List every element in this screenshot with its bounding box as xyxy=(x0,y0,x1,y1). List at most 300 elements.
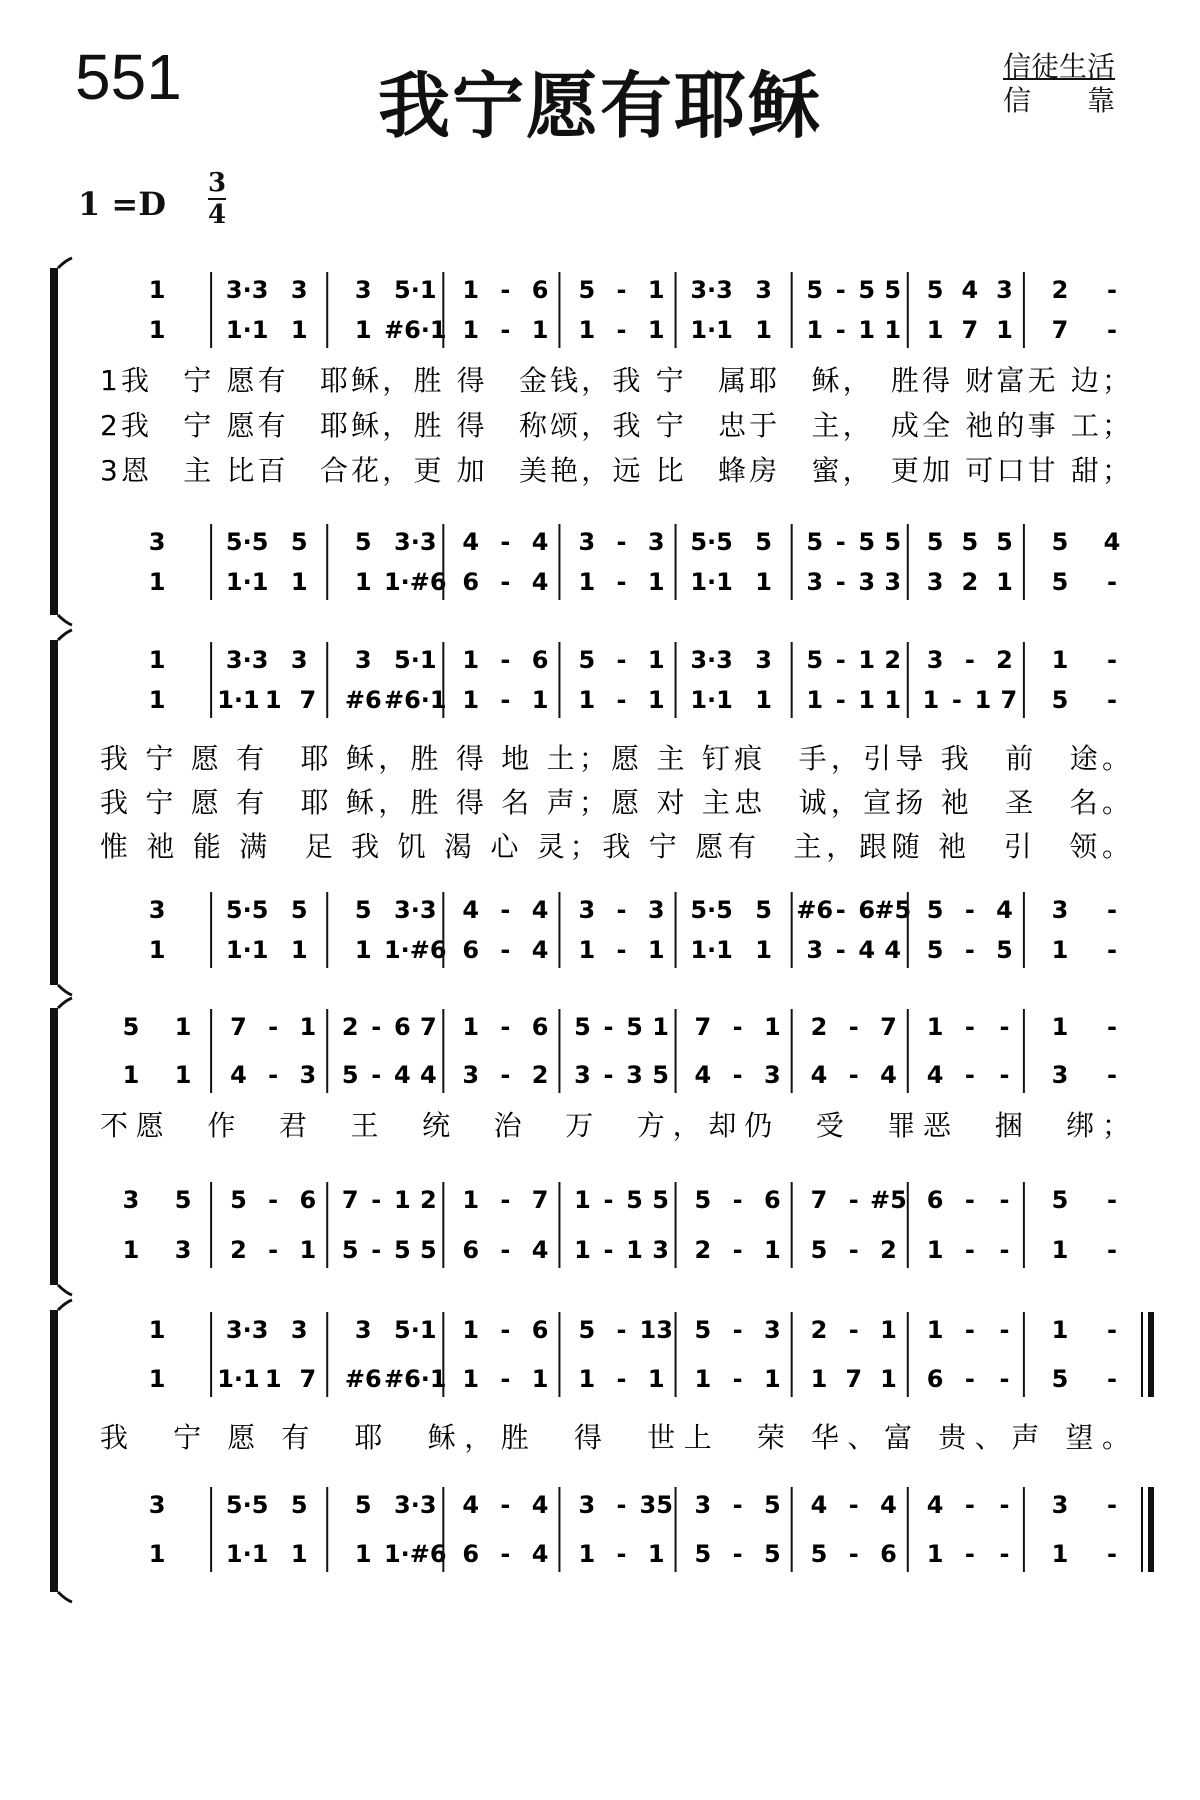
note: 6 xyxy=(462,568,480,596)
note: 4 xyxy=(694,1061,712,1089)
note: - xyxy=(964,646,975,674)
note: 5 xyxy=(996,936,1013,964)
note: 1 xyxy=(647,646,665,674)
note: 1·1 xyxy=(225,936,269,964)
note: - xyxy=(500,1365,511,1393)
note: 1 xyxy=(174,1061,192,1089)
note: 5 xyxy=(961,528,979,556)
note: 3 xyxy=(574,1061,591,1089)
note: 3 xyxy=(578,1491,596,1519)
note: 1 xyxy=(531,686,549,714)
note: - xyxy=(964,936,975,964)
note: - xyxy=(500,528,511,556)
note: 4 xyxy=(531,896,549,924)
note: 2 xyxy=(810,1013,828,1041)
note: 1 xyxy=(462,276,480,304)
note: - xyxy=(1106,646,1117,674)
note: 2 xyxy=(694,1236,712,1264)
note: 1 xyxy=(578,686,596,714)
note: 1 xyxy=(174,1013,192,1041)
note: 5·1 xyxy=(394,646,437,674)
lyric-line: 我 宁 愿 有 耶 稣，胜 得 名 声；愿 对 主忠 诚，宣扬 祂 圣 名。 xyxy=(100,786,1130,819)
time-bottom: 4 xyxy=(208,200,227,230)
note: 4 xyxy=(531,528,549,556)
note: 4 xyxy=(462,896,480,924)
note: 4 xyxy=(1103,528,1121,556)
note: 3 xyxy=(148,1491,166,1519)
note: 1 xyxy=(974,686,992,714)
note: 1·#6 xyxy=(383,1540,447,1568)
note: 1·1 xyxy=(225,568,269,596)
note: - xyxy=(835,316,846,344)
note: - xyxy=(603,1061,614,1089)
note: 1 xyxy=(763,1365,781,1393)
note: 5 xyxy=(858,528,876,556)
note: 1 xyxy=(922,686,940,714)
note: 6 xyxy=(531,1013,549,1041)
note: #5 xyxy=(874,896,912,924)
note: 1 xyxy=(462,1186,480,1214)
note: 5 xyxy=(996,528,1013,556)
note: 3 xyxy=(148,896,166,924)
note: 3 xyxy=(174,1236,192,1264)
note: 5 xyxy=(763,1491,781,1519)
note: - xyxy=(732,1236,743,1264)
note: 5 xyxy=(806,646,824,674)
bracket-hook-bottom xyxy=(58,1592,72,1602)
bracket-hook-bottom xyxy=(58,985,72,995)
note: - xyxy=(500,276,511,304)
note: 1·#6 xyxy=(383,568,447,596)
note: 3 xyxy=(1051,1491,1069,1519)
note: 3 xyxy=(299,1061,317,1089)
note: 1 xyxy=(574,1186,591,1214)
note: 4 xyxy=(810,1491,828,1519)
note: 1·1 xyxy=(690,316,733,344)
note: 5·5 xyxy=(225,1491,269,1519)
note: 1 xyxy=(884,686,902,714)
note: 6 xyxy=(462,1540,480,1568)
note: 3 xyxy=(290,1316,308,1344)
note: 5 xyxy=(926,528,944,556)
note: - xyxy=(835,528,846,556)
note: 5 xyxy=(393,1236,411,1264)
note: - xyxy=(500,936,511,964)
note: 5 xyxy=(341,1061,359,1089)
note: 5 xyxy=(174,1186,192,1214)
note: 1 xyxy=(148,316,166,344)
note: 5 xyxy=(806,276,824,304)
note: - xyxy=(1106,1186,1117,1214)
note: 1 xyxy=(354,316,372,344)
system-bracket xyxy=(50,1310,58,1592)
note: 5 xyxy=(354,896,372,924)
note: 2 xyxy=(419,1186,437,1214)
note: 1 xyxy=(462,1365,480,1393)
note: 1 xyxy=(299,1236,317,1264)
note: - xyxy=(268,1013,279,1041)
note: 7 xyxy=(880,1013,897,1041)
note: 1 xyxy=(122,1061,140,1089)
note: 3·3 xyxy=(690,646,733,674)
note: - xyxy=(616,1316,627,1344)
note: 3·3 xyxy=(225,646,269,674)
note: - xyxy=(616,528,627,556)
system-bracket xyxy=(50,268,58,615)
note: - xyxy=(500,1491,511,1519)
note: 1 xyxy=(290,936,308,964)
note: #6·1 xyxy=(383,686,447,714)
note: 1 xyxy=(926,1013,944,1041)
note: 2 xyxy=(961,568,979,596)
note: 1 xyxy=(1051,1013,1069,1041)
lyric-line: 我 宁 愿 有 耶 稣，胜 得 地 土；愿 主 钉痕 手，引导 我 前 途。 xyxy=(100,742,1130,775)
time-top: 3 xyxy=(208,168,227,198)
note: - xyxy=(964,1540,975,1568)
note: 1 xyxy=(926,316,944,344)
note: 1 xyxy=(755,686,772,714)
note: - xyxy=(732,1540,743,1568)
note: 1·1 xyxy=(690,936,733,964)
note: - xyxy=(835,568,846,596)
note: 3 xyxy=(694,1491,712,1519)
note: - xyxy=(616,276,627,304)
note: 1 xyxy=(858,686,876,714)
note: - xyxy=(999,1491,1010,1519)
note: - xyxy=(500,1540,511,1568)
note: 3 xyxy=(1051,1061,1069,1089)
note: 5 xyxy=(694,1540,712,1568)
note: 5 xyxy=(1051,1186,1069,1214)
note: 1·1 xyxy=(225,316,269,344)
note: 1 xyxy=(148,936,166,964)
note: 6 xyxy=(299,1186,317,1214)
bracket-hook-top xyxy=(58,258,72,268)
note: 1·1 xyxy=(217,686,260,714)
note: - xyxy=(999,1013,1010,1041)
note: - xyxy=(1106,1491,1117,1519)
note: - xyxy=(1106,1540,1117,1568)
note: 7 xyxy=(299,686,317,714)
note: - xyxy=(732,1061,743,1089)
note: - xyxy=(999,1236,1010,1264)
note: 6 xyxy=(531,646,549,674)
note: 3·3 xyxy=(394,896,437,924)
note: 5 xyxy=(354,1491,372,1519)
note: 1 xyxy=(578,936,596,964)
bracket-hook-bottom xyxy=(58,1285,72,1295)
note: 3 xyxy=(1051,896,1069,924)
note: 35 xyxy=(639,1491,673,1519)
note: 3 xyxy=(354,276,372,304)
note: 1 xyxy=(462,646,480,674)
note: 1 xyxy=(264,686,282,714)
note: 1 xyxy=(122,1236,140,1264)
note: 1 xyxy=(578,1365,596,1393)
note: 1 xyxy=(647,316,665,344)
note: 1 xyxy=(806,316,824,344)
note: - xyxy=(964,1186,975,1214)
note: 1 xyxy=(148,646,166,674)
note: 1 xyxy=(647,568,665,596)
note: 1 xyxy=(858,646,876,674)
note: #6·1 xyxy=(383,316,447,344)
note: 1 xyxy=(880,1316,897,1344)
note: #6 xyxy=(796,896,834,924)
note: - xyxy=(999,1365,1010,1393)
note: - xyxy=(964,1013,975,1041)
note: 5 xyxy=(926,936,944,964)
note: 1 xyxy=(462,686,480,714)
note: 1 xyxy=(578,316,596,344)
note: - xyxy=(616,1540,627,1568)
note: 7 xyxy=(694,1013,712,1041)
credit-source: 信徒生活 xyxy=(1003,50,1116,83)
note: 1 xyxy=(858,316,876,344)
lyric-line: 2我 宁 愿有 耶稣，胜 得 称颂，我 宁 忠于 主， 成全 祂的事 工； xyxy=(100,409,1130,442)
note: 1 xyxy=(148,1316,166,1344)
note: - xyxy=(1106,686,1117,714)
note: 1·#6 xyxy=(383,936,447,964)
note: 1 xyxy=(462,1013,480,1041)
note: 7 xyxy=(531,1186,549,1214)
note: - xyxy=(616,936,627,964)
note: 1 xyxy=(148,276,166,304)
note: - xyxy=(500,896,511,924)
note: - xyxy=(500,1013,511,1041)
note: 5 xyxy=(1051,1365,1069,1393)
note: - xyxy=(999,1540,1010,1568)
note: 1 xyxy=(626,1236,643,1264)
note: - xyxy=(371,1013,382,1041)
lyric-line: 1我 宁 愿有 耶稣，胜 得 金钱，我 宁 属耶 稣， 胜得 财富无 边； xyxy=(100,364,1130,397)
note: 5 xyxy=(626,1186,643,1214)
note: 1 xyxy=(880,1365,897,1393)
note: 1 xyxy=(647,686,665,714)
note: 5 xyxy=(755,528,772,556)
note: 4 xyxy=(926,1491,944,1519)
note: 1 xyxy=(810,1365,828,1393)
note: - xyxy=(500,686,511,714)
note: 3 xyxy=(290,276,308,304)
note: 5 xyxy=(694,1316,712,1344)
note: - xyxy=(964,1491,975,1519)
note: - xyxy=(616,1491,627,1519)
note: - xyxy=(616,568,627,596)
note: 3 xyxy=(806,936,824,964)
note: 1 xyxy=(755,316,772,344)
note: 3 xyxy=(647,528,665,556)
note: 7 xyxy=(810,1186,828,1214)
note: 3 xyxy=(578,896,596,924)
note: 7 xyxy=(1000,686,1018,714)
note: - xyxy=(1106,1013,1117,1041)
credit-tune: 信 靠 xyxy=(1003,84,1116,117)
note: 3 xyxy=(858,568,876,596)
note: 3 xyxy=(647,896,665,924)
note: 4 xyxy=(531,568,549,596)
note: 5 xyxy=(810,1540,828,1568)
note: 3 xyxy=(755,646,772,674)
note: 1 xyxy=(763,1013,781,1041)
note: 3 xyxy=(354,1316,372,1344)
note: - xyxy=(500,646,511,674)
note: - xyxy=(500,1316,511,1344)
note: 5 xyxy=(694,1186,712,1214)
note: 5 xyxy=(290,528,308,556)
note: 5·1 xyxy=(394,1316,437,1344)
note: - xyxy=(732,1013,743,1041)
note: - xyxy=(848,1540,859,1568)
note: 5 xyxy=(810,1236,828,1264)
note: - xyxy=(1106,568,1117,596)
bracket-hook-top xyxy=(58,1300,72,1310)
note: 1 xyxy=(926,1316,944,1344)
note: 4 xyxy=(926,1061,944,1089)
note: 3 xyxy=(926,646,944,674)
note: 1 xyxy=(647,276,665,304)
note: 5 xyxy=(578,276,596,304)
note: - xyxy=(1106,1365,1117,1393)
note: 5 xyxy=(763,1540,781,1568)
note: - xyxy=(371,1061,382,1089)
note: 1 xyxy=(354,936,372,964)
note: 5 xyxy=(354,528,372,556)
note: 1 xyxy=(1051,1316,1069,1344)
note: - xyxy=(964,1236,975,1264)
note: 3 xyxy=(148,528,166,556)
note: - xyxy=(603,1186,614,1214)
note: 1 xyxy=(1051,1540,1069,1568)
note: - xyxy=(964,1316,975,1344)
note: 5 xyxy=(806,528,824,556)
note: 6 xyxy=(531,276,549,304)
note: 3 xyxy=(122,1186,140,1214)
note: - xyxy=(964,1061,975,1089)
final-barline-thick xyxy=(1148,1312,1154,1397)
note: 1 xyxy=(578,568,596,596)
note: 5·5 xyxy=(225,528,269,556)
note: 4 xyxy=(880,1061,897,1089)
note: 3 xyxy=(763,1316,781,1344)
note: 4 xyxy=(810,1061,828,1089)
note: 3 xyxy=(462,1061,480,1089)
system-bracket xyxy=(50,1008,58,1285)
note: - xyxy=(1106,936,1117,964)
note: 4 xyxy=(393,1061,411,1089)
note: 1 xyxy=(264,1365,282,1393)
note: - xyxy=(616,896,627,924)
note: 1 xyxy=(1051,1236,1069,1264)
note: - xyxy=(732,1186,743,1214)
note: 1·1 xyxy=(217,1365,260,1393)
note: 1 xyxy=(755,568,772,596)
note: 1 xyxy=(290,316,308,344)
note: - xyxy=(835,646,846,674)
note: 6 xyxy=(926,1365,944,1393)
note: 1 xyxy=(290,568,308,596)
note: - xyxy=(500,568,511,596)
note: 6 xyxy=(393,1013,411,1041)
note: - xyxy=(848,1186,859,1214)
note: 4 xyxy=(531,1540,549,1568)
note: 4 xyxy=(230,1061,247,1089)
note: - xyxy=(603,1236,614,1264)
note: - xyxy=(1106,1236,1117,1264)
note: 1 xyxy=(647,1540,665,1568)
note: 1 xyxy=(299,1013,317,1041)
note: - xyxy=(835,896,846,924)
note: - xyxy=(999,1316,1010,1344)
note: 3 xyxy=(884,568,902,596)
note: 3 xyxy=(290,646,308,674)
note: 1 xyxy=(578,1540,596,1568)
note: - xyxy=(732,1316,743,1344)
note: - xyxy=(951,686,962,714)
note: 1 xyxy=(1051,646,1069,674)
note: 5 xyxy=(884,276,902,304)
note: - xyxy=(1106,896,1117,924)
note: 1 xyxy=(806,686,824,714)
note: 1 xyxy=(531,316,549,344)
note: 2 xyxy=(996,646,1013,674)
note: 3·3 xyxy=(225,1316,269,1344)
note: 3·3 xyxy=(690,276,733,304)
note: - xyxy=(371,1236,382,1264)
note: 5 xyxy=(122,1013,140,1041)
note: 5 xyxy=(1051,686,1069,714)
note: #6·1 xyxy=(383,1365,447,1393)
note: 6 xyxy=(858,896,876,924)
note: - xyxy=(616,646,627,674)
note: #6 xyxy=(344,686,382,714)
note: 5·5 xyxy=(690,528,733,556)
note: - xyxy=(848,1316,859,1344)
system-bracket xyxy=(50,640,58,985)
note: 1 xyxy=(647,1365,665,1393)
note: 3 xyxy=(578,528,596,556)
note: 1 xyxy=(531,1365,549,1393)
note: - xyxy=(732,1365,743,1393)
note: - xyxy=(500,1236,511,1264)
key-signature: 1 =D xyxy=(78,185,166,223)
note: 4 xyxy=(462,1491,480,1519)
note: 3 xyxy=(806,568,824,596)
note: - xyxy=(1106,276,1117,304)
note: 3 xyxy=(763,1061,781,1089)
note: 1 xyxy=(884,316,902,344)
note: 5 xyxy=(1051,568,1069,596)
note: 1 xyxy=(148,686,166,714)
note: 4 xyxy=(858,936,876,964)
note: - xyxy=(500,1061,511,1089)
note: - xyxy=(616,686,627,714)
note: 5 xyxy=(574,1013,591,1041)
note: 1 xyxy=(763,1236,781,1264)
note: 5 xyxy=(755,896,772,924)
note: 4 xyxy=(462,528,480,556)
note: - xyxy=(848,1236,859,1264)
note: - xyxy=(999,1061,1010,1089)
note: 1 xyxy=(574,1236,591,1264)
note: 1 xyxy=(462,316,480,344)
note: 7 xyxy=(1051,316,1069,344)
lyric-line: 3恩 主 比百 合花，更 加 美艳，远 比 蜂房 蜜， 更加 可口甘 甜； xyxy=(100,454,1130,487)
note: - xyxy=(964,896,975,924)
lyric-line: 惟 祂 能 满 足 我 饥 渴 心 灵；我 宁 愿有 主，跟随 祂 引 领。 xyxy=(100,830,1130,863)
note: 2 xyxy=(230,1236,247,1264)
note: 1 xyxy=(148,1540,166,1568)
